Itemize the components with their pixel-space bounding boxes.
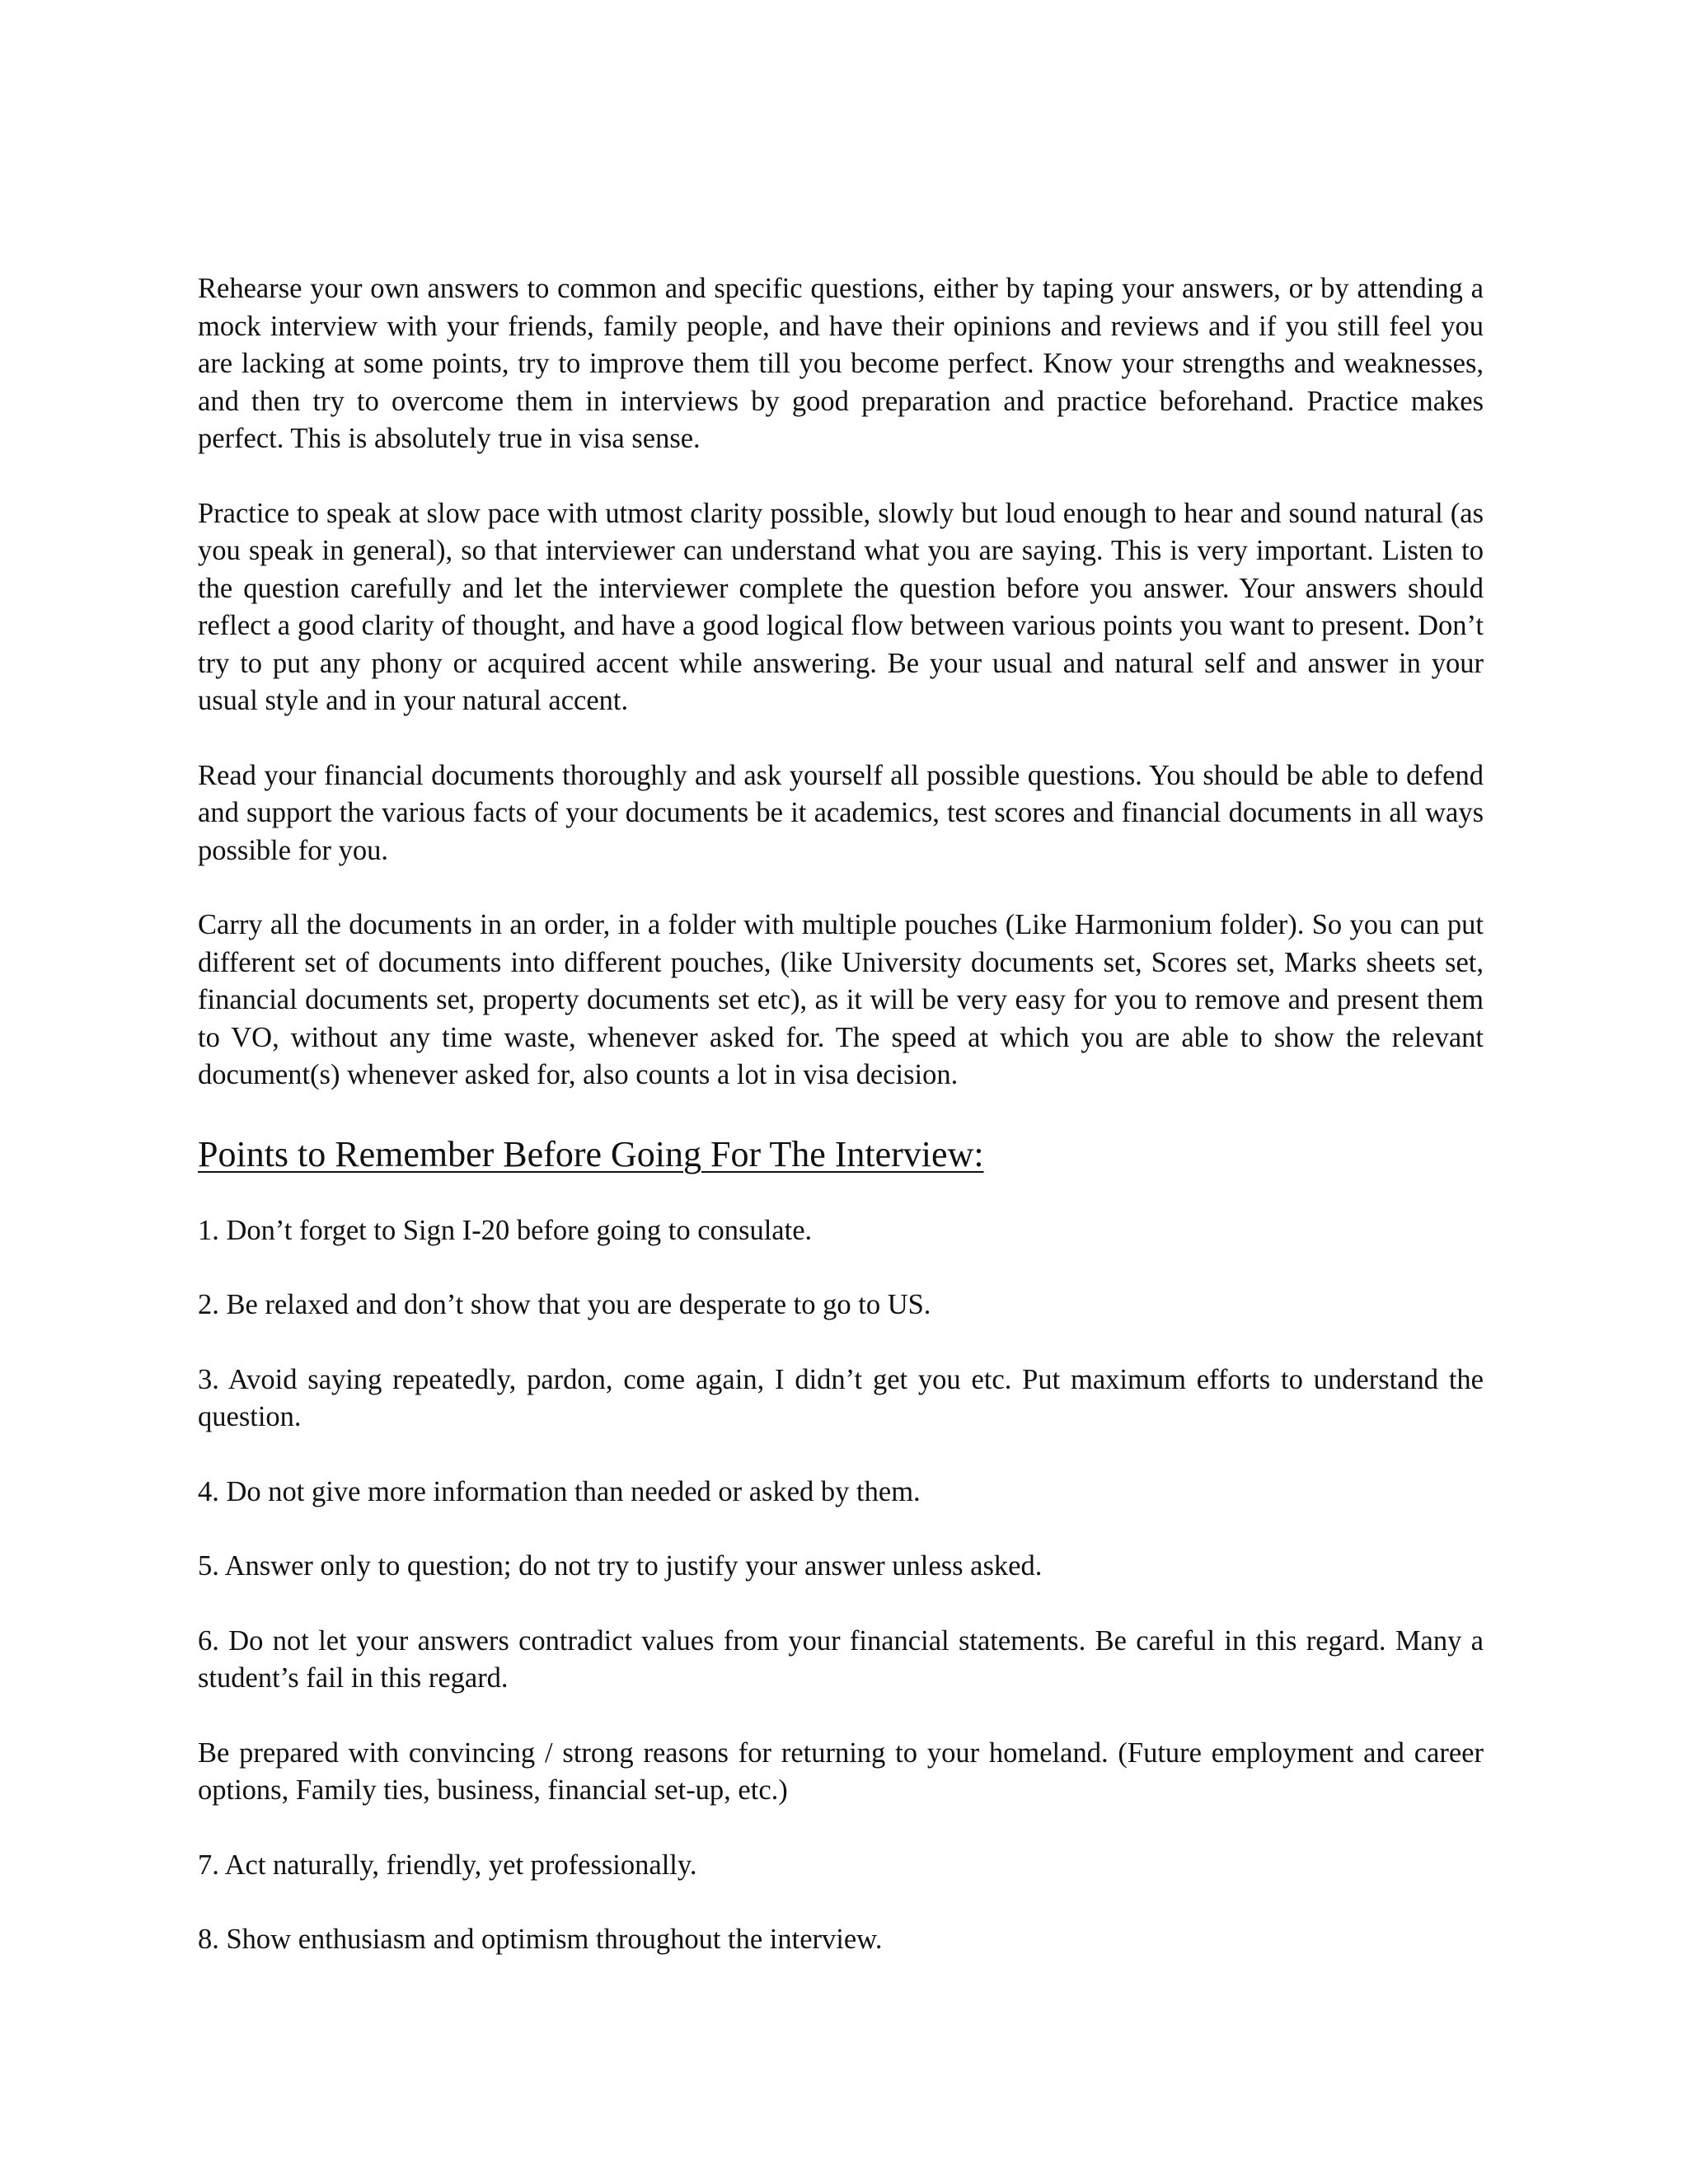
point-7: 7. Act naturally, friendly, yet professionally. [198,1849,697,1881]
point-3: 3. Avoid saying repeatedly, pardon, come again, I didn’t get you etc. Put maximum efforts to understand the question. [198,1363,1484,1432]
point-8: 8. Show enthusiasm and optimism throughout the interview. [198,1924,883,1955]
point-4: 4. Do not give more information than needed or asked by them. [198,1475,921,1507]
paragraph-practice-speaking: Practice to speak at slow pace with utmost clarity possible, slowly but loud enough to hear and sound natural (as you speak in general), so that interviewer can understand what you are saying. This is very important. Listen to the question carefully and let the interviewer complete the question before you answer. Your answers should reflect a good clarity of thought, and have a good logical flow between various points you want to present. Don’t try to put any phony or acquired accent while answering. Be your usual and natural self and answer in your usual style and in your natural accent. [198,497,1484,716]
paragraph-carry-documents: Carry all the documents in an order, in a folder with multiple pouches (Like Harmonium folder). So you can put different set of documents into different pouches, (like University documents set, Scores set, Marks sheets set, financial documents set, property documents set etc), as it will be very easy for you to remove and present them to VO, without any time waste, whenever asked for. The speed at which you are able to show the relevant document(s) whenever asked for, also counts a lot in visa decision. [198,909,1484,1090]
document-page [198,270,1484,1996]
point-return-reasons: Be prepared with convincing / strong reasons for returning to your homeland. (Future employment and career options, Family ties, business, financial set-up, etc.) [198,1736,1484,1806]
paragraph-rehearse: Rehearse your own answers to common and specific questions, either by taping your answers, or by attending a mock interview with your friends, family people, and have their opinions and reviews and if you still feel you are lacking at some points, try to improve them till you become perfect. Know your strengths and weaknesses, and then try to overcome them in interviews by good preparation and practice beforehand. Practice makes perfect. This is absolutely true in visa sense. [198,273,1484,454]
point-2: 2. Be relaxed and don’t show that you are desperate to go to US. [198,1289,931,1320]
point-1: 1. Don’t forget to Sign I-20 before going to consulate. [198,1214,813,1246]
point-6: 6. Do not let your answers contradict values from your financial statements. Be careful in this regard. Many a student’s fail in this regard. [198,1624,1484,1694]
paragraph-financial-documents: Read your financial documents thoroughly and ask yourself all possible questions. You should be able to defend and support the various facts of your documents be it academics, test scores and financial documents in all ways possible for you. [198,759,1484,866]
point-5: 5. Answer only to question; do not try to justify your answer unless asked. [198,1550,1043,1582]
section-heading: Points to Remember Before Going For The Interview: [198,1133,984,1174]
